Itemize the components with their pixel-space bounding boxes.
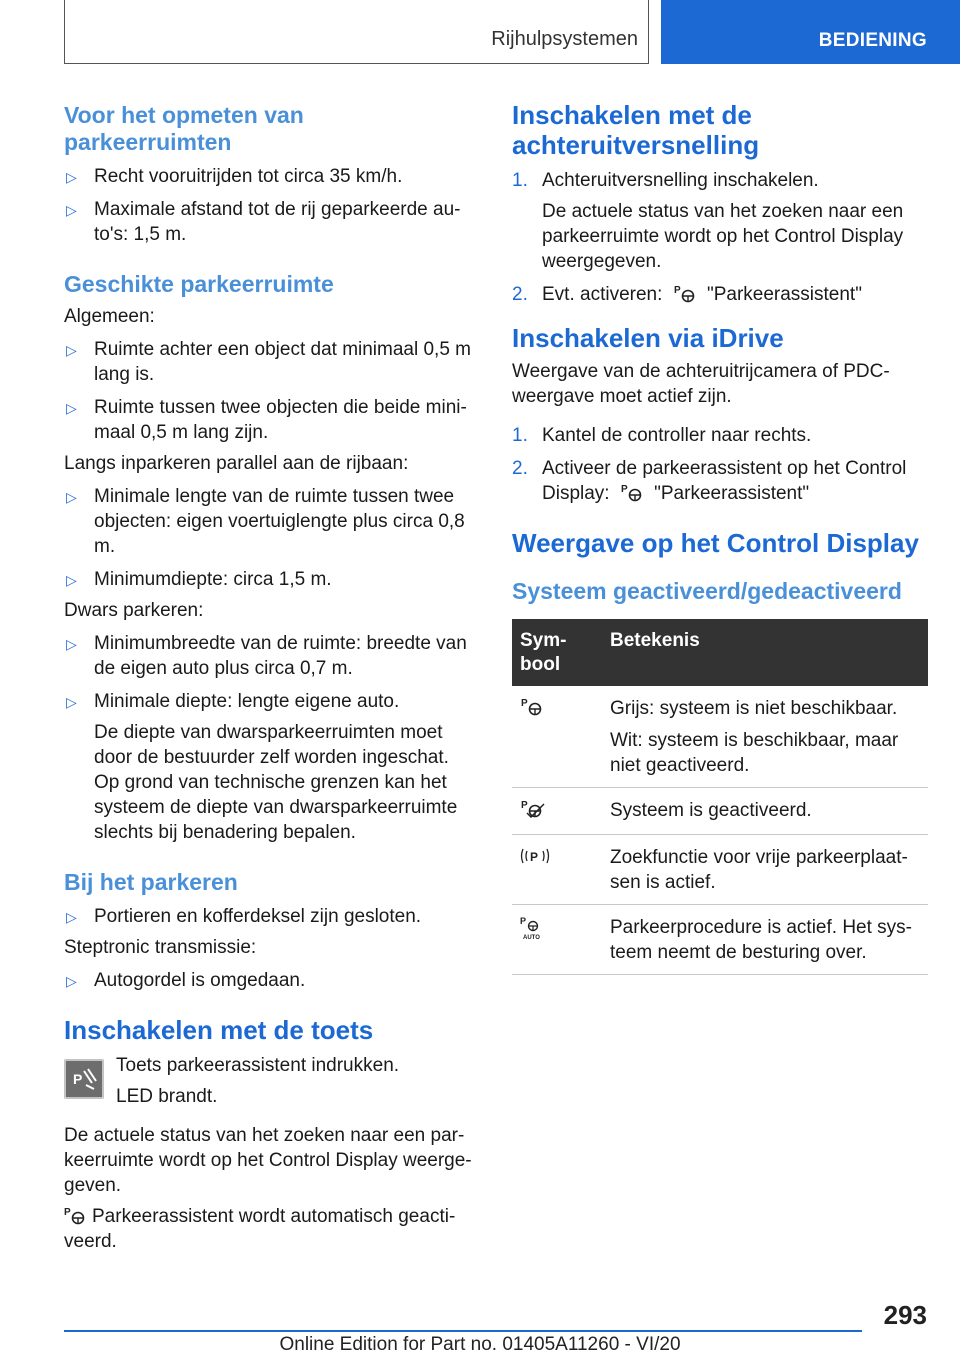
bullet-triangle-icon: ▷ [66, 400, 77, 416]
heading-system-state: Systeem geactiveerd/gedeactiveerd [512, 578, 902, 604]
list-item: ▷ Ruimte achter een object dat minimaal 0,5 m lang is. [66, 339, 472, 385]
table-header-symbol: Sym-bool [512, 619, 602, 686]
chapter-tab [661, 0, 960, 64]
list-item: ▷ Minimumdiepte: circa 1,5 m. [64, 567, 477, 592]
svg-text:P: P [521, 698, 528, 709]
parking-assist-button-icon [64, 1059, 104, 1099]
edition-note: Online Edition for Part no. 01405A11260 - VI/20 [279, 1334, 681, 1355]
heading-button: Inschakelen met de toets [64, 1015, 374, 1045]
table-row: P Systeem is geactiveerd. [512, 788, 928, 835]
idrive-text: Weergave van de achteruitrijcamera of PDC-weergave moet actief zijn. [512, 361, 890, 407]
steptronic-label: Steptronic transmissie: [64, 937, 257, 958]
footer-rule [64, 1330, 862, 1332]
heading-idrive: Inschakelen via iDrive [512, 323, 784, 353]
list-item: ▷ Minimale lengte van de ruimte tussen twee objecten: eigen voertuiglengte plus circa 0,8 m. [66, 486, 465, 557]
right-column [512, 100, 928, 975]
list-item: ▷ Recht vooruitrijden tot circa 35 km/h. [64, 164, 477, 189]
chapter-tab-label: BEDIENING [818, 30, 927, 51]
heading-suitable-space: Geschikte parkeerruimte [64, 271, 334, 297]
heading-measure: Voor het opmeten van parkeerruimten [64, 102, 304, 155]
bullet-triangle-icon: ▷ [66, 973, 77, 989]
svg-text:P: P [530, 850, 539, 864]
bullet-triangle-icon: ▷ [66, 694, 77, 710]
parking-assist-icon [64, 1205, 86, 1225]
list-item: ▷ Maximale afstand tot de rij geparkeerde au-to's: 1,5 m. [66, 199, 461, 245]
parking-search-icon [520, 845, 550, 867]
list-item: ▷ Ruimte tussen twee objecten die beide mini-maal 0,5 m lang zijn. [66, 397, 467, 443]
svg-text:P: P [620, 484, 628, 495]
svg-text:P: P [673, 285, 681, 296]
table-row: P Zoekfunctie voor vrije parkeerplaat-sen is actief. [512, 835, 928, 905]
svg-text:AUTO: AUTO [523, 935, 540, 941]
button-line-1: Toets parkeerassistent indrukken. [116, 1055, 400, 1076]
heading-display: Weergave op het Control Display [512, 528, 919, 558]
svg-text:P: P [64, 1207, 71, 1218]
heading-reverse: Inschakelen met de achteruitversnelling [512, 100, 760, 160]
list-item: 2. Evt. activeren: P "Parkeerassistent" [512, 284, 862, 305]
bullet-triangle-icon: ▷ [66, 572, 77, 588]
list-item: ▷ Minimale diepte: lengte eigene auto. De diepte van dwarsparkeerruimten moet door de bestuurder zelf worden ingeschat. Op grond van technische grenzen kan het systeem de diepte van dwarsparkeerruimte slechts bij benadering bepalen. [64, 689, 477, 845]
cross-label: Dwars parkeren: [64, 600, 204, 621]
bullet-triangle-icon: ▷ [66, 909, 77, 925]
section-title: Rijhulpsystemen [491, 28, 638, 50]
bullet-triangle-icon: ▷ [66, 169, 77, 185]
heading-parking: Bij het parkeren [64, 869, 238, 895]
parallel-label: Langs inparkeren parallel aan de rijbaan: [64, 453, 409, 474]
button-instruction [64, 1053, 477, 1109]
list-item: ▷ Autogordel is omgedaan. [64, 968, 477, 993]
table-row: P AUTO Parkeerprocedure is actief. Het sys-teem neemt de besturing over. [512, 905, 928, 975]
parking-auto-icon [520, 915, 546, 941]
general-label: Algemeen: [64, 306, 155, 327]
parking-assist-icon [520, 696, 544, 716]
svg-text:P: P [520, 916, 527, 926]
status-text: De actuele status van het zoeken naar een par-keerruimte wordt op het Control Display weerge-geven. [64, 1125, 472, 1196]
left-column [64, 100, 477, 1254]
svg-text:P: P [73, 1071, 83, 1087]
bullet-triangle-icon: ▷ [66, 636, 77, 652]
list-item: ▷ Portieren en kofferdeksel zijn gesloten. [64, 904, 477, 929]
button-line-2: LED brandt. [116, 1086, 218, 1107]
table-header-meaning: Betekenis [602, 619, 928, 686]
bullet-triangle-icon: ▷ [66, 342, 77, 358]
parking-assist-active-icon [520, 798, 546, 818]
bullet-triangle-icon: ▷ [66, 489, 77, 505]
bullet-triangle-icon: ▷ [66, 202, 77, 218]
symbol-table [512, 619, 928, 975]
list-item: ▷ Minimumbreedte van de ruimte: breedte van de eigen auto plus circa 0,7 m. [66, 633, 467, 679]
list-item: 1. Kantel de controller naar rechts. [512, 425, 812, 446]
page-number: 293 [883, 1300, 927, 1330]
list-item: 2. Activeer de parkeerassistent op het Control Display: P "Parkeerassistent" [512, 458, 907, 504]
svg-text:P: P [521, 800, 528, 811]
list-item: 1. Achteruitversnelling inschakelen. De actuele status van het zoeken naar een parkeerruimte wordt op het Control Display weergegeven. [512, 170, 904, 272]
parking-assist-icon [674, 283, 696, 303]
auto-text-row: P Parkeerassistent wordt automatisch geacti-veerd. [64, 1206, 456, 1252]
cross-note: De diepte van dwarsparkeerruimten moet door de bestuurder zelf worden ingeschat. Op grond van technische grenzen kan het systeem de diepte van dwarsparkeerruimte slechts bij benadering bepalen. [94, 722, 458, 843]
table-row: P Grijs: systeem is niet beschikbaar. Wit: systeem is beschikbaar, maar niet geactiveerd. [512, 686, 928, 788]
parking-assist-icon [621, 482, 643, 502]
